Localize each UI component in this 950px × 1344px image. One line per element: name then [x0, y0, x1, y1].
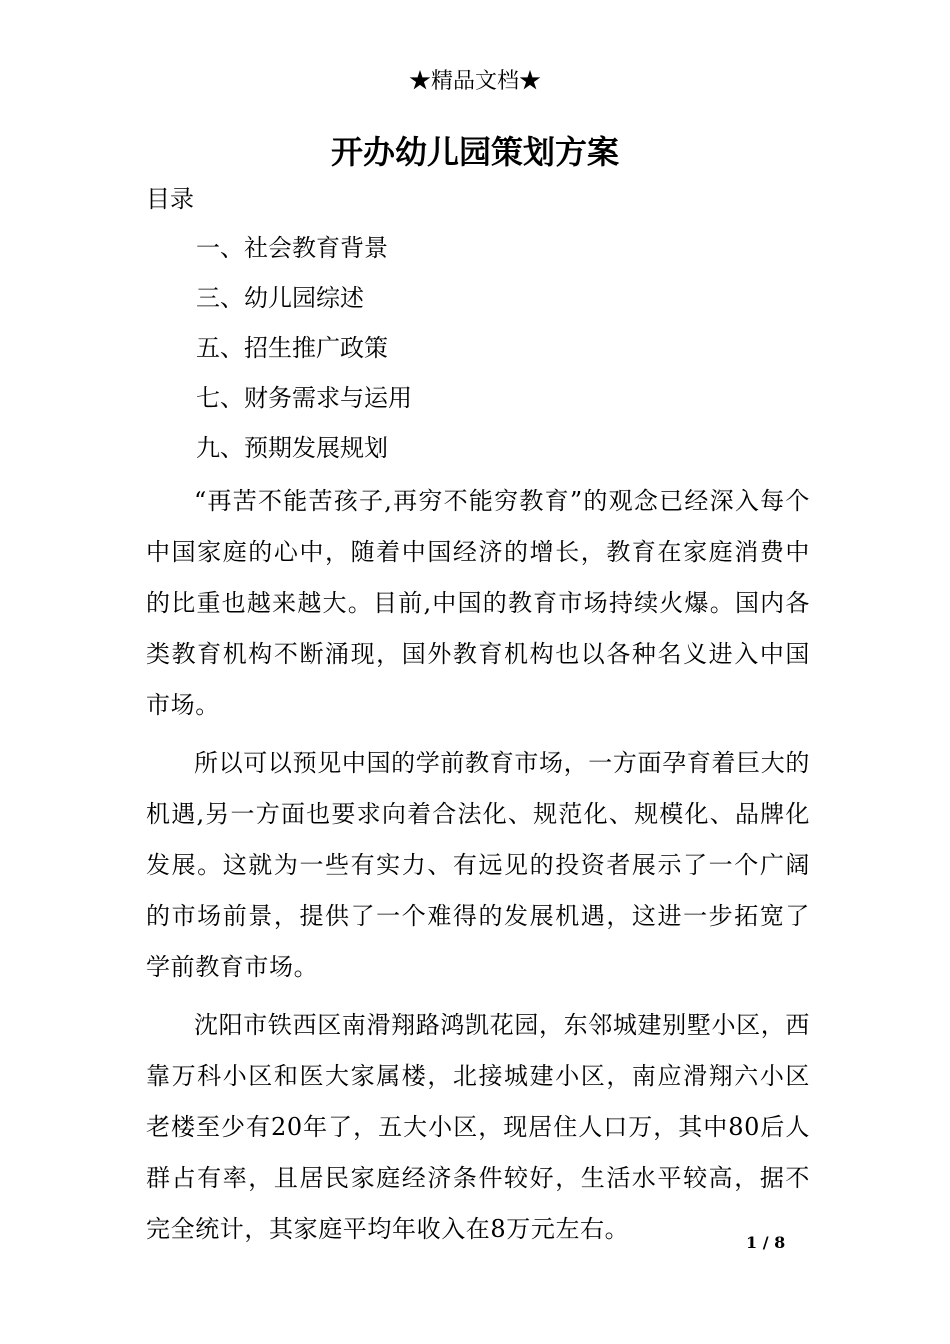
toc-heading: 目录 [146, 185, 194, 213]
header-mark: ★精品文档★ [408, 69, 541, 94]
body-paragraph: “再苦不能苦孩子,再穷不能穷教育”的观念已经深入每个中国家庭的心中，随着中国经济的增长，教育在家庭消费中的比重也越来越大。目前,中国的教育市场持续火爆。国内各类教育机构不断涌现，国外教育机构也以各种名义进入中国市场。 [146, 487, 810, 719]
body-paragraph: 所以可以预见中国的学前教育市场，一方面孕育着巨大的机遇,另一方面也要求向着合法化、规范化、规模化、品牌化发展。这就为一些有实力、有远见的投资者展示了一个广阔的市场前景，提供了一个难得的发展机遇，这进一步拓宽了学前教育市场。 [146, 749, 810, 981]
document-body [146, 177, 810, 1262]
page-number: 1 / 8 [746, 1233, 786, 1252]
toc-item: 九、预期发展规划 [196, 434, 388, 462]
toc-list [146, 226, 810, 476]
document-title: 开办幼儿园策划方案 [330, 133, 619, 171]
body-paragraph: 沈阳市铁西区南滑翔路鸿凯花园，东邻城建别墅小区，西靠万科小区和医大家属楼，北接城建小区，南应滑翔六小区老楼至少有20年了，五大小区，现居住人口万，其中80后人群占有率，且居民家庭经济条件较好，生活水平较高，据不完全统计，其家庭平均年收入在8万元左右。 [146, 1011, 810, 1243]
toc-item: 七、财务需求与运用 [196, 384, 412, 412]
toc-item: 一、社会教育背景 [196, 234, 388, 262]
toc-item: 五、招生推广政策 [196, 334, 388, 362]
toc-item: 三、幼儿园综述 [196, 284, 364, 312]
